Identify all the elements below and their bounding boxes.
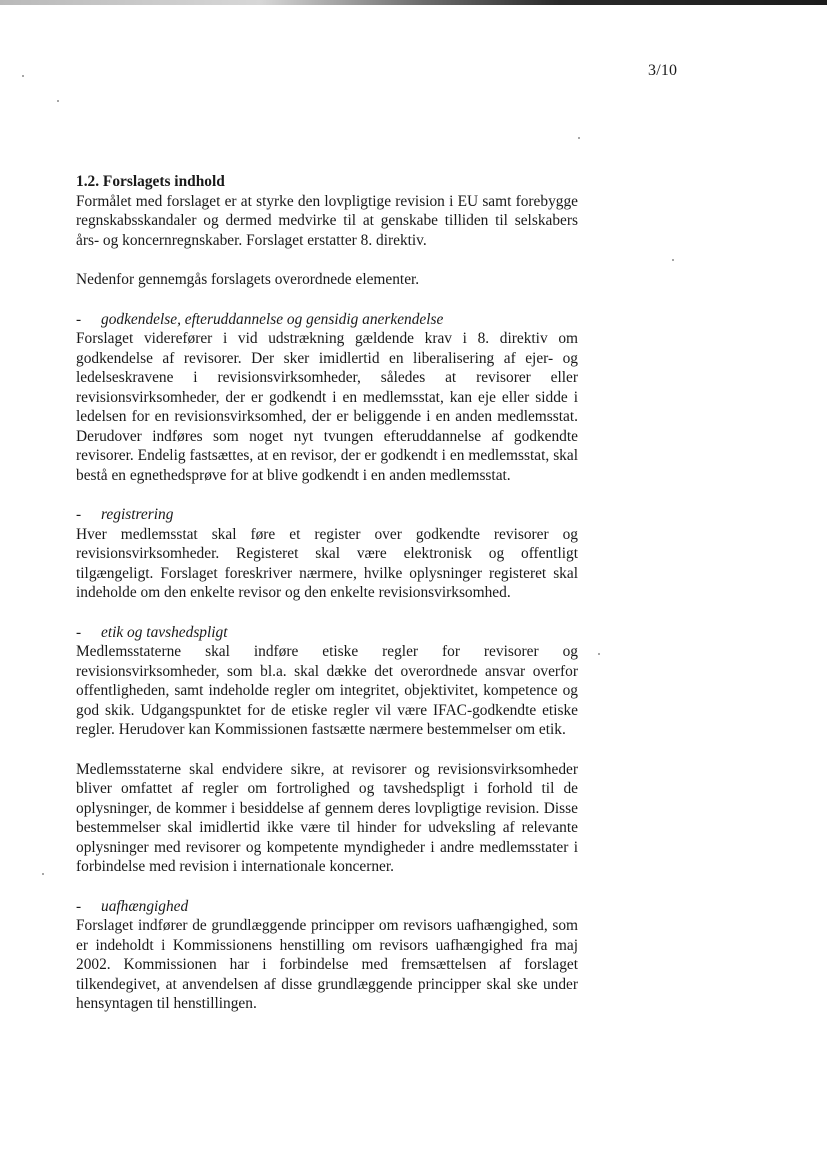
subsection-paragraph: Medlemsstaterne skal indføre etiske regler for revisorer og revisionsvirksomheder, som bl.a. skal dække det overordnede ansvar overfor offentligheden, samt indeholde regler om integritet, objektivitet, kompetence og god skik. Udgangspunktet for de etiske regler vil være IFAC-godkendte etiske regler. Herudover kan Kommissionen fastsætte nærmere bestemmelser om etik. [76, 643, 578, 738]
dash-marker: - [76, 310, 82, 328]
scan-speck [578, 137, 580, 139]
intro-paragraph: Formålet med forslaget er at styrke den lovpligtige revision i EU samt forebygge regnskabsskandaler og dermed medvirke til at genskabe tilliden til selskabers års- og koncernregnskaber. Forslaget erstatter 8. direktiv. [76, 192, 578, 249]
document-body [76, 172, 578, 1034]
subsection-independence [76, 897, 578, 1014]
dash-marker: - [76, 623, 82, 641]
lead-paragraph: Nedenfor gennemgås forslagets overordnede elementer. [76, 271, 420, 288]
scan-speck [42, 873, 44, 875]
subsection-title-text: uafhængighed [101, 897, 189, 915]
subsection-title [76, 623, 578, 643]
subsection-title [76, 505, 578, 525]
subsection-approval [76, 310, 578, 486]
scan-speck [57, 100, 59, 102]
subsection-paragraph: Medlemsstaterne skal endvidere sikre, at revisorer og revisionsvirksomheder bliver omfattet af regler om fortrolighed og tavshedspligt i forhold til de oplysninger, de kommer i besiddelse af gennem deres lovpligtige revision. Disse bestemmelser skal imidlertid ikke være til hinder for udveksling af relevante oplysninger med revisorer og kompetente myndigheder i andre medlemsstater i forbindelse med revision i internationale koncerner. [76, 760, 578, 875]
subsection-title [76, 310, 578, 330]
scan-speck [598, 653, 600, 655]
subsection-title-text: etik og tavshedspligt [101, 623, 228, 641]
subsection-title [76, 897, 578, 917]
subsection-paragraph: Forslaget viderefører i vid udstrækning gældende krav i 8. direktiv om godkendelse af revisorer. Der sker imidlertid en liberalisering af ejer- og ledelseskravene i revisionsvirksomheder, således at revisorer eller revisionsvirksomheder, der er godkendt i en medlemsstat, kan eje eller sidde i ledelsen for en revisionsvirksomhed, der er beliggende i en anden medlemsstat. Derudover indføres som noget nyt tvungen efteruddannelse af godkendte revisorer. Endelig fastsættes, at en revisor, der er godkendt i en medlemsstat, skal bestå en egnethedsprøve for at blive godkendt i en anden medlemsstat. [76, 330, 578, 484]
scan-edge [0, 0, 827, 5]
subsection-paragraph: Forslaget indfører de grundlæggende principper om revisors uafhængighed, som er indeholdt i Kommissionens henstilling om revisors uafhængighed fra maj 2002. Kommissionen har i forbindelse med fremsættelsen af forslaget tilkendegivet, at anvendelsen af disse grundlæggende principper skal ske under hensyntagen til henstillingen. [76, 917, 578, 1012]
section-heading: 1.2. Forslagets indhold [76, 173, 225, 190]
subsection-paragraph: Hver medlemsstat skal føre et register over godkendte revisorer og revisionsvirksomheder. Registeret skal være elektronisk og offentligt tilgængeligt. Forslaget foreskriver nærmere, hvilke oplysninger registeret skal indeholde om den enkelte revisor og den enkelte revisionsvirksomhed. [76, 525, 578, 601]
subsection-ethics [76, 623, 578, 877]
scan-speck [22, 75, 24, 77]
page-number: 3/10 [648, 62, 678, 79]
subsection-registration [76, 505, 578, 603]
scan-speck [672, 259, 674, 261]
subsection-title-text: godkendelse, efteruddannelse og gensidig anerkendelse [101, 310, 444, 328]
subsection-title-text: registrering [101, 506, 174, 523]
dash-marker: - [76, 897, 82, 915]
dash-marker: - [76, 506, 82, 523]
